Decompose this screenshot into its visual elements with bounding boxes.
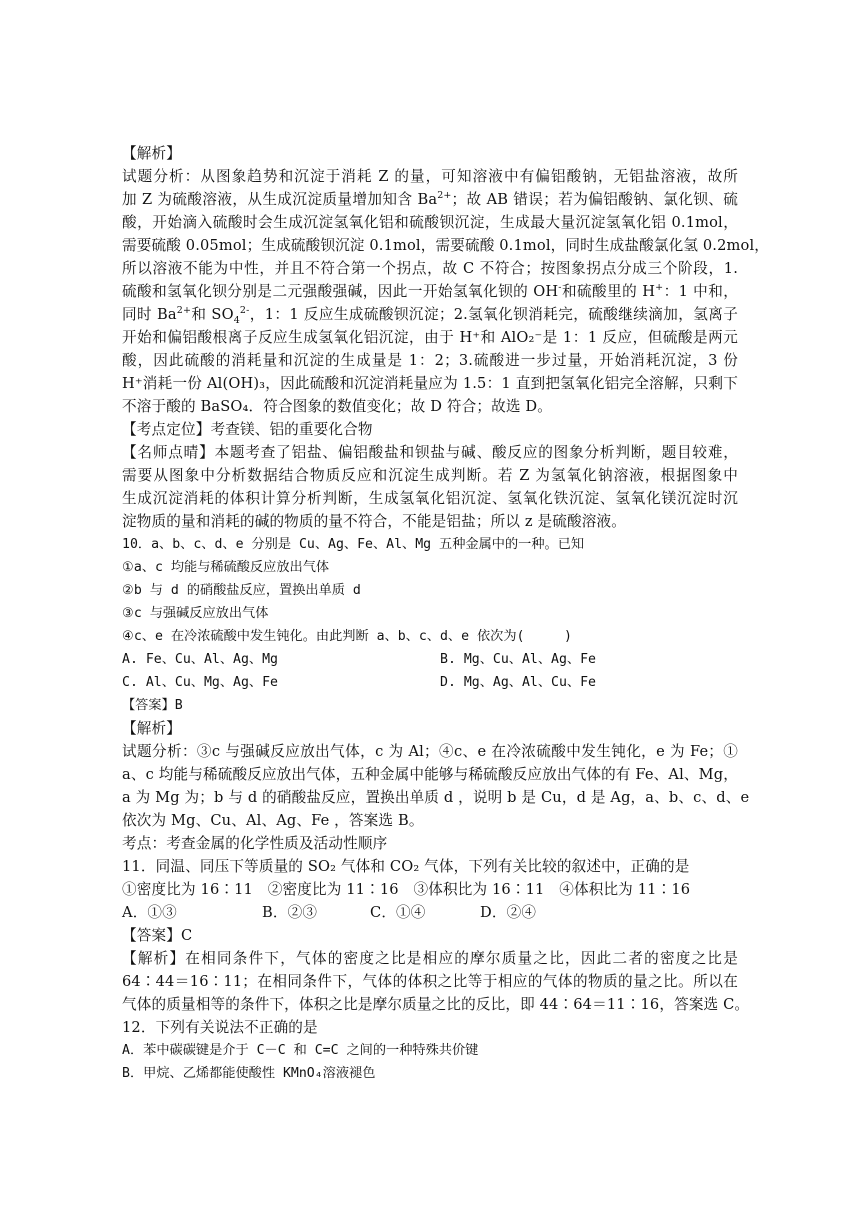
text-line: 同时 $Ba^{2+}$和 $SO_4^{2-}$，1：1 反应生成硫酸钡沉淀；2.氢氧化钡消耗完，硫酸继续滴加，氢离子 xyxy=(122,305,738,326)
option-c: C. Al、Cu、Mg、Ag、Fe xyxy=(122,675,278,690)
text-line: 酸，因此硫酸的消耗量和沉淀的生成量是 1：2；3.硫酸进一步过量，开始消耗沉淀，3 份 xyxy=(122,352,738,369)
option-d: D. Mg、Ag、Al、Cu、Fe xyxy=(440,675,596,690)
text-line: 试题分析：从图象趋势和沉淀于消耗 Z 的量，可知溶液中有偏铝酸钠，无铝盐溶液，故所 xyxy=(122,168,738,185)
options-row xyxy=(122,673,742,693)
section-heading-analysis: 【解析】 xyxy=(122,720,181,737)
condition-line: ②b 与 d 的硝酸盐反应，置换出单质 d xyxy=(122,583,361,598)
text-line: 需要从图象中分析数据结合物质反应和沉淀生成判断。若 Z 为氢氧化钠溶液，根据图象中 xyxy=(122,467,738,484)
text-line: 试题分析：③c 与强碱反应放出气体，c 为 Al；④c、e 在冷浓硫酸中发生钝化，e 为 Fe；① xyxy=(122,743,738,760)
text-line: H⁺消耗一份 Al(OH)₃，因此硫酸和沉淀消耗量应为 1.5：1 直到把氢氧化铝完全溶解，只剩下 xyxy=(122,375,738,392)
section-heading-analysis: 【解析】 xyxy=(122,145,181,162)
options-row xyxy=(122,650,742,670)
answer-line: 【答案】C xyxy=(122,927,193,944)
option-d: D．②④ xyxy=(480,904,537,921)
condition-line: ①a、c 均能与稀硫酸反应放出气体 xyxy=(122,560,330,575)
text-line: 硫酸和氢氧化钡分别是二元强酸强碱，因此一开始氢氧化钡的 OH-和硫酸里的 H+：1 中和， xyxy=(122,282,739,300)
text-line: 【解析】在相同条件下，气体的密度之比是相应的摩尔质量之比，因此二者的密度之比是 xyxy=(122,950,738,967)
option-b: B．②③ xyxy=(262,904,318,921)
text-line: 淀物质的量和消耗的碱的物质的量不符合，不能是铝盐；所以 z 是硫酸溶液。 xyxy=(122,513,626,530)
exam-point-line: 考点：考查金属的化学性质及活动性顺序 xyxy=(122,835,388,852)
question-11-stem: 11．同温、同压下等质量的 SO₂ 气体和 CO₂ 气体，下列有关比较的叙述中，正确的是 xyxy=(122,858,690,875)
option-a: A．①③ xyxy=(122,904,177,921)
statement-line: ①密度比为 16∶11 ②密度比为 11∶16 ③体积比为 16∶11 ④体积比为 11∶16 xyxy=(122,881,691,898)
text-line: a 为 Mg 为；b 与 d 的硝酸盐反应，置换出单质 d ，说明 b 是 Cu，d 是 Ag，a、b、c、d、e xyxy=(122,789,750,806)
text-line: 加 Z 为硫酸溶液，从生成沉淀质量增加知含 $Ba^{2+}$；故 AB 错误；若为偏铝酸钠、氯化钡、硫 xyxy=(122,190,738,208)
question-10-stem: 10．a、b、c、d、e 分别是 Cu、Ag、Fe、Al、Mg 五种金属中的一种。已知 xyxy=(122,537,585,552)
text-line: 酸，开始滴入硫酸时会生成沉淀氢氧化铝和硫酸钡沉淀，生成最大量沉淀氢氧化铝 0.1mol， xyxy=(122,214,738,231)
text-line: 气体的质量相等的条件下，体积之比是摩尔质量之比的反比，即 44∶64＝11∶16，答案选 C。 xyxy=(122,996,750,1013)
text-line: 【名师点晴】本题考查了铝盐、偏铝酸盐和钡盐与碱、酸反应的图象分析判断，题目较难， xyxy=(122,444,738,461)
option-a: A．苯中碳碳键是介于 C－C 和 C=C 之间的一种特殊共价键 xyxy=(122,1043,479,1058)
text-line: 不溶于酸的 BaSO₄．符合图象的数值变化；故 D 符合；故选 D。 xyxy=(122,398,552,415)
option-b: B. Mg、Cu、Al、Ag、Fe xyxy=(440,652,596,667)
text-line: 所以溶液不能为中性，并且不符合第一个拐点，故 C 不符合；按图象拐点分成三个阶段，1. xyxy=(122,260,738,277)
condition-line: ③c 与强碱反应放出气体 xyxy=(122,606,269,621)
question-12-stem: 12．下列有关说法不正确的是 xyxy=(122,1019,318,1036)
option-b: B．甲烷、乙烯都能使酸性 KMnO₄溶液褪色 xyxy=(122,1066,376,1081)
text-line: a、c 均能与稀硫酸反应放出气体，五种金属中能够与稀硫酸反应放出气体的有 Fe、Al、Mg， xyxy=(122,766,738,783)
section-heading-exam-point: 【考点定位】考查镁、铝的重要化合物 xyxy=(122,421,373,438)
answer-line: 【答案】B xyxy=(122,698,183,713)
text-line: 开始和偏铝酸根离子反应生成氢氧化铝沉淀，由于 H⁺和 AlO₂⁻是 1：1 反应，但硫酸是两元 xyxy=(122,329,738,346)
option-a: A. Fe、Cu、Al、Ag、Mg xyxy=(122,652,278,667)
text-line: 生成沉淀消耗的体积计算分析判断，生成氢氧化铝沉淀、氢氧化铁沉淀、氢氧化镁沉淀时沉 xyxy=(122,490,738,507)
text-line: 需要硫酸 0.05mol；生成硫酸钡沉淀 0.1mol，需要硫酸 0.1mol，同时生成盐酸氯化氢 0.2mol， xyxy=(122,237,770,254)
option-c: C．①④ xyxy=(370,904,426,921)
condition-line: ④c、e 在冷浓硫酸中发生钝化。由此判断 a、b、c、d、e 依次为( ) xyxy=(122,629,572,644)
text-line: 64∶44＝16∶11；在相同条件下，气体的体积之比等于相应的气体的物质的量之比。所以在 xyxy=(122,973,738,990)
text-line: 依次为 Mg、Cu、Al、Ag、Fe ，答案选 B。 xyxy=(122,812,424,829)
